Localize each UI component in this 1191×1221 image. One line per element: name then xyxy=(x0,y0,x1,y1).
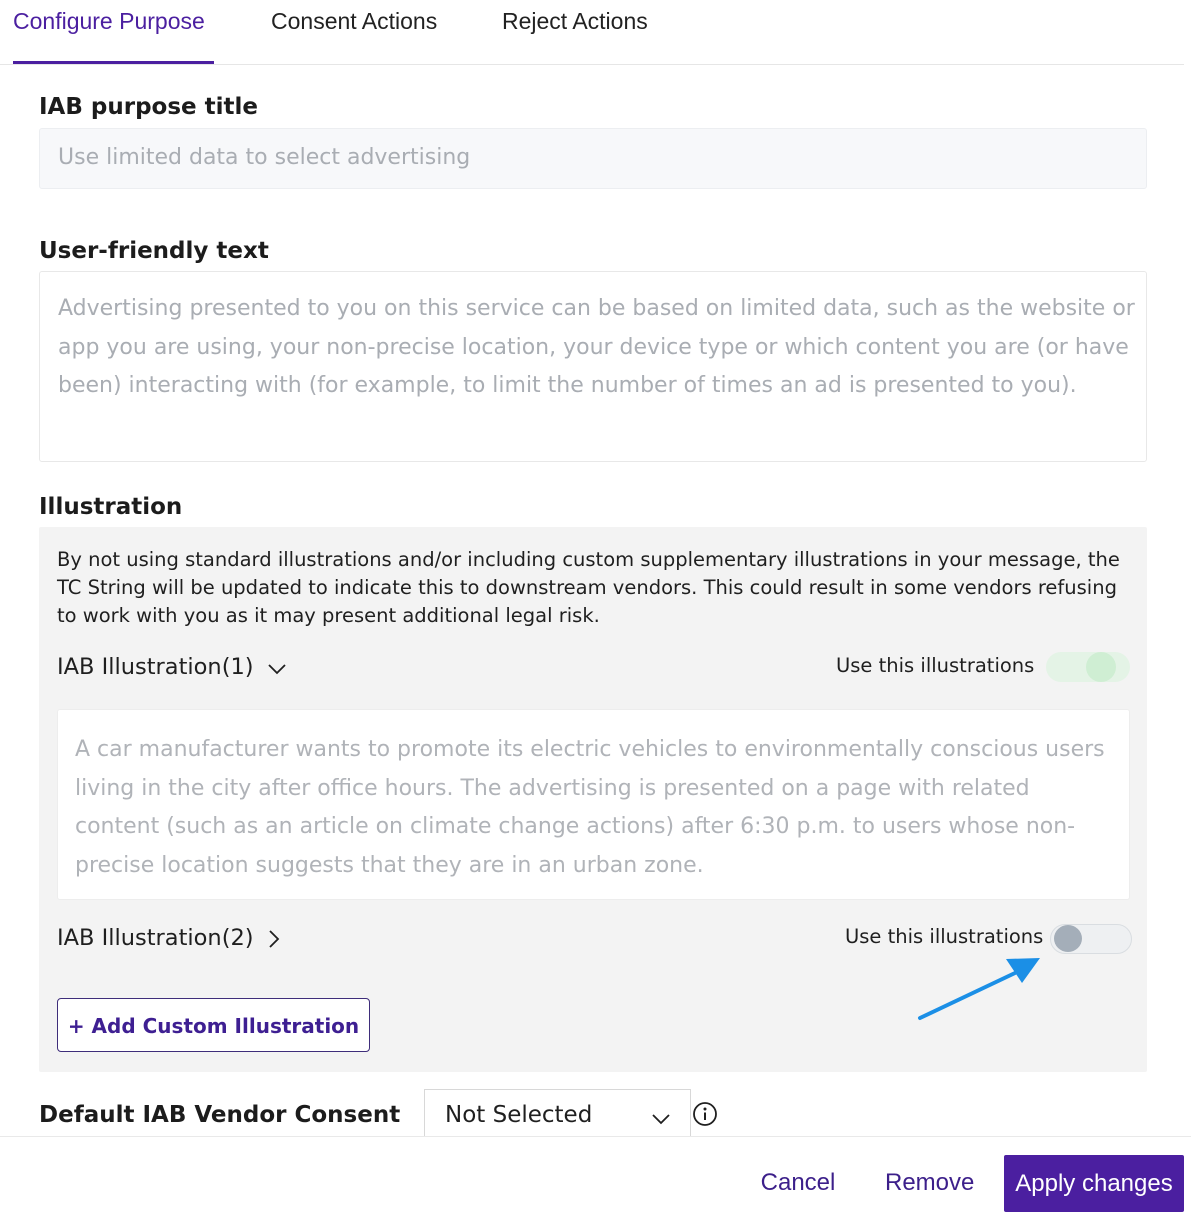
remove-button[interactable]: Remove xyxy=(885,1169,975,1196)
add-custom-illustration-button[interactable]: + Add Custom Illustration xyxy=(57,998,370,1052)
info-icon[interactable] xyxy=(692,1101,718,1127)
tab-reject-actions[interactable]: Reject Actions xyxy=(502,8,648,34)
chevron-down-icon[interactable] xyxy=(268,660,286,679)
illustration-1-toggle-label: Use this illustrations xyxy=(836,654,1035,677)
user-friendly-text-field xyxy=(39,271,1147,462)
illustration-1-title: IAB Illustration(1) xyxy=(57,654,254,680)
illustration-2-toggle-label: Use this illustrations xyxy=(845,925,1044,948)
purpose-title-value: Use limited data to select advertising xyxy=(58,145,471,170)
tab-consent-actions[interactable]: Consent Actions xyxy=(271,8,438,34)
purpose-title-field xyxy=(39,128,1147,189)
vendor-consent-selected: Not Selected xyxy=(445,1102,593,1128)
chevron-right-icon[interactable] xyxy=(268,930,280,952)
illustration-1-toggle[interactable] xyxy=(1046,652,1130,682)
cancel-button[interactable]: Cancel xyxy=(755,1169,841,1197)
illustration-2-toggle[interactable] xyxy=(1050,924,1132,954)
purpose-title-label: IAB purpose title xyxy=(39,94,258,120)
toggle-knob xyxy=(1054,925,1082,952)
tab-configure-purpose[interactable]: Configure Purpose xyxy=(13,8,205,34)
illustration-1-header[interactable] xyxy=(57,654,286,680)
illustration-label: Illustration xyxy=(39,494,183,520)
toggle-knob xyxy=(1086,652,1116,682)
apply-changes-button[interactable]: Apply changes xyxy=(1004,1155,1184,1212)
vendor-consent-label: Default IAB Vendor Consent xyxy=(39,1102,401,1128)
illustration-2-header[interactable] xyxy=(57,925,280,952)
user-friendly-text-value: Advertising presented to you on this service can be based on limited data, such as the website or app you are using, your non-precise location, your device type or which content you are (or have been) interacting with (for example, to limit the number of times an ad is presented to you). xyxy=(58,296,1135,398)
chevron-down-icon xyxy=(652,1110,670,1129)
annotation-arrow-icon xyxy=(910,945,1050,1025)
user-friendly-text-label: User-friendly text xyxy=(39,238,269,264)
active-tab-indicator xyxy=(13,61,214,64)
illustration-notice: By not using standard illustrations and/or including custom supplementary illustrations in your message, the TC String will be updated to indicate this to downstream vendors. This could result in some vendors refusing to work with you as it may present additional legal risk. xyxy=(57,548,1120,627)
illustration-2-title: IAB Illustration(2) xyxy=(57,925,254,951)
illustration-1-text-box xyxy=(57,709,1130,900)
footer-bar xyxy=(0,1136,1191,1221)
tab-bar xyxy=(0,0,1184,65)
illustration-1-text: A car manufacturer wants to promote its electric vehicles to environmentally conscious users living in the city after office hours. The advertising is presented on a page with related content (such as an article on climate change actions) after 6:30 p.m. to users whose non-precise location suggests that they are in an urban zone. xyxy=(75,737,1105,878)
